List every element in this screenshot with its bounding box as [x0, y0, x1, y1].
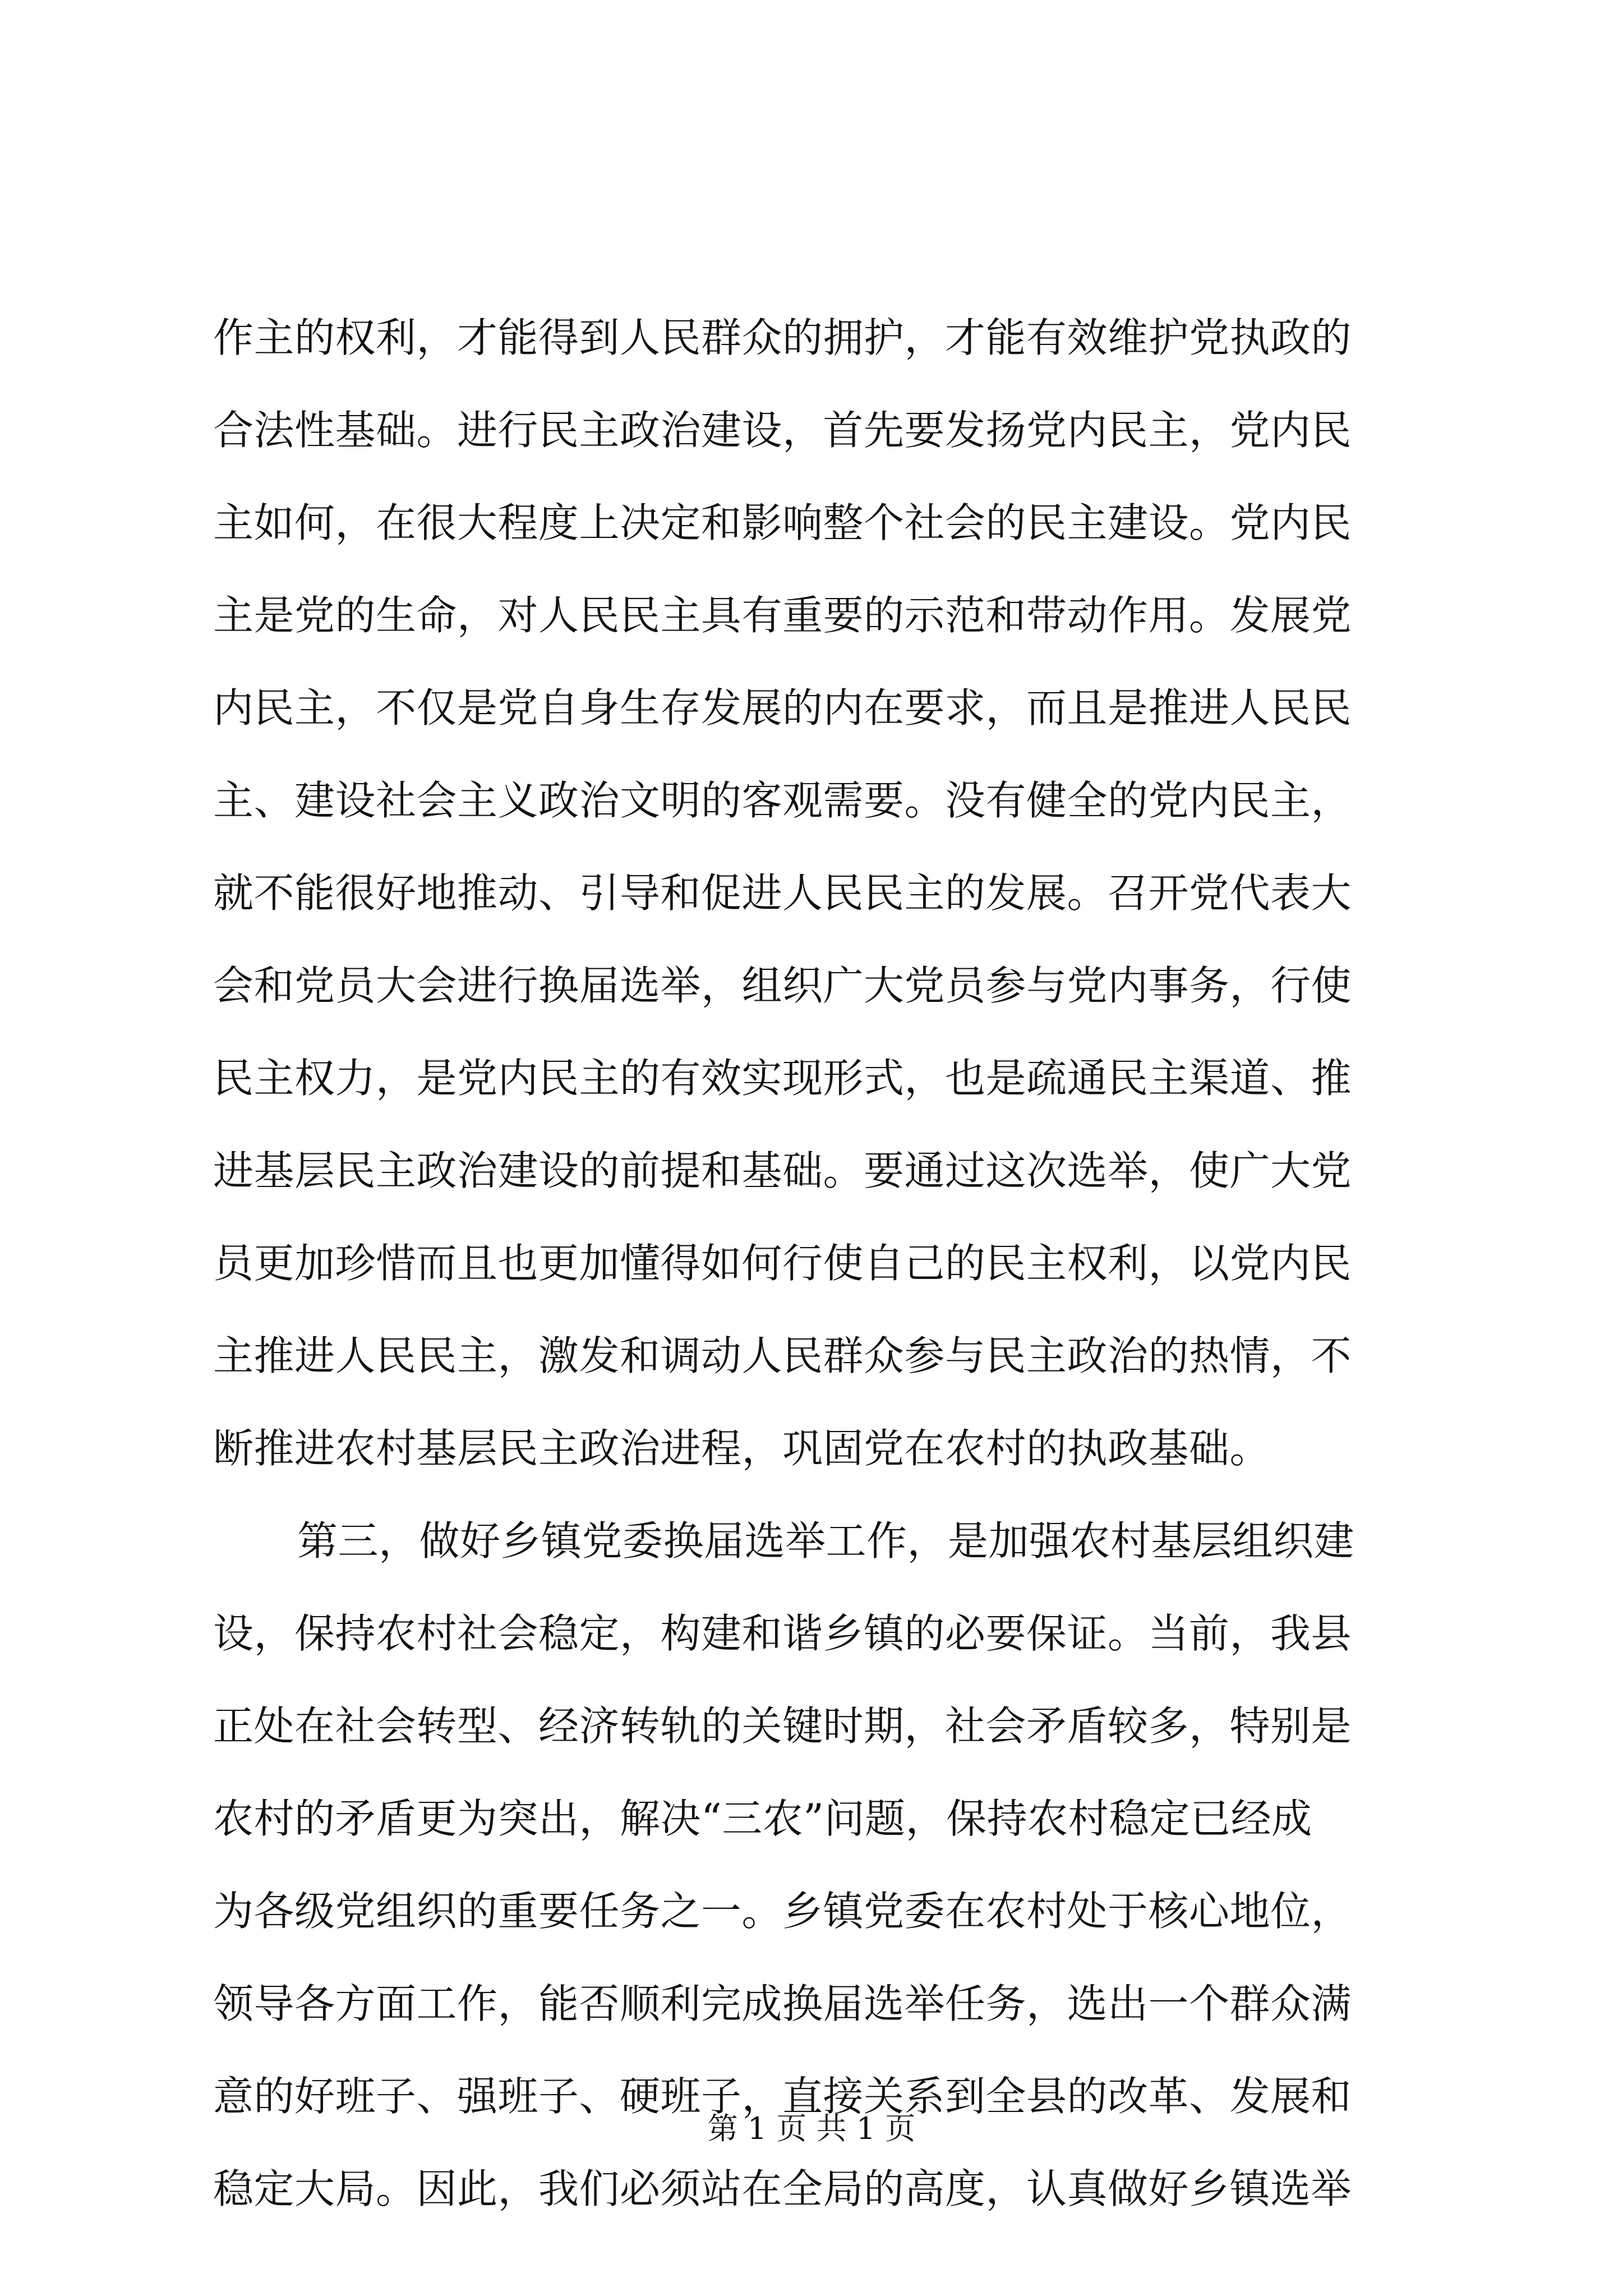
text-line: 为各级党组织的重要任务之一。乡镇党委在农村处于核心地位，: [213, 1888, 1352, 1935]
text-line: 设，保持农村社会稳定，构建和谐乡镇的必要保证。当前，我县: [213, 1610, 1352, 1657]
text-line: 进基层民主政治建设的前提和基础。要通过这次选举，使广大党: [213, 1147, 1352, 1194]
text-line: 意的好班子、强班子、硬班子，直接关系到全县的改革、发展和: [213, 2073, 1352, 2120]
text-line: 主如何，在很大程度上决定和影响整个社会的民主建设。党内民: [213, 499, 1352, 546]
text-line: 会和党员大会进行换届选举，组织广大党员参与党内事务，行使: [213, 962, 1352, 1009]
page-footer: [0, 2106, 1623, 2151]
text-line: 就不能很好地推动、引导和促进人民民主的发展。召开党代表大: [213, 869, 1352, 917]
text-line: 作主的权利，才能得到人民群众的拥护，才能有效维护党执政的: [213, 314, 1352, 361]
text-line: 主推进人民民主，激发和调动人民群众参与民主政治的热情，不: [213, 1332, 1352, 1379]
text-line: 正处在社会转型、经济转轨的关键时期，社会矛盾较多，特别是: [213, 1703, 1352, 1750]
text-line: 合法性基础。进行民主政治建设，首先要发扬党内民主，党内民: [213, 407, 1352, 454]
text-line: 主是党的生命，对人民民主具有重要的示范和带动作用。发展党: [213, 592, 1352, 639]
text-line: 主、建设社会主义政治文明的客观需要。没有健全的党内民主，: [213, 777, 1352, 824]
text-line: 员更加珍惜而且也更加懂得如何行使自己的民主权利，以党内民: [213, 1240, 1352, 1287]
text-line: 农村的矛盾更为突出，解决“三农”问题，保持农村稳定已经成: [213, 1795, 1312, 1842]
paragraph-start-line: 第三，做好乡镇党委换届选举工作，是加强农村基层组织建: [297, 1517, 1355, 1565]
text-line: 断推进农村基层民主政治进程，巩固党在农村的执政基础。: [213, 1425, 1271, 1472]
page-number-label: 第 1 页 共 1 页: [707, 2111, 916, 2146]
text-line: 内民主，不仅是党自身生存发展的内在要求，而且是推进人民民: [213, 684, 1352, 731]
body-text: [213, 292, 1436, 2235]
text-line: 稳定大局。因此，我们必须站在全局的高度，认真做好乡镇选举: [213, 2165, 1352, 2212]
text-line: 领导各方面工作，能否顺利完成换届选举任务，选出一个群众满: [213, 1980, 1352, 2027]
text-line: 民主权力，是党内民主的有效实现形式，也是疏通民主渠道、推: [213, 1055, 1352, 1102]
